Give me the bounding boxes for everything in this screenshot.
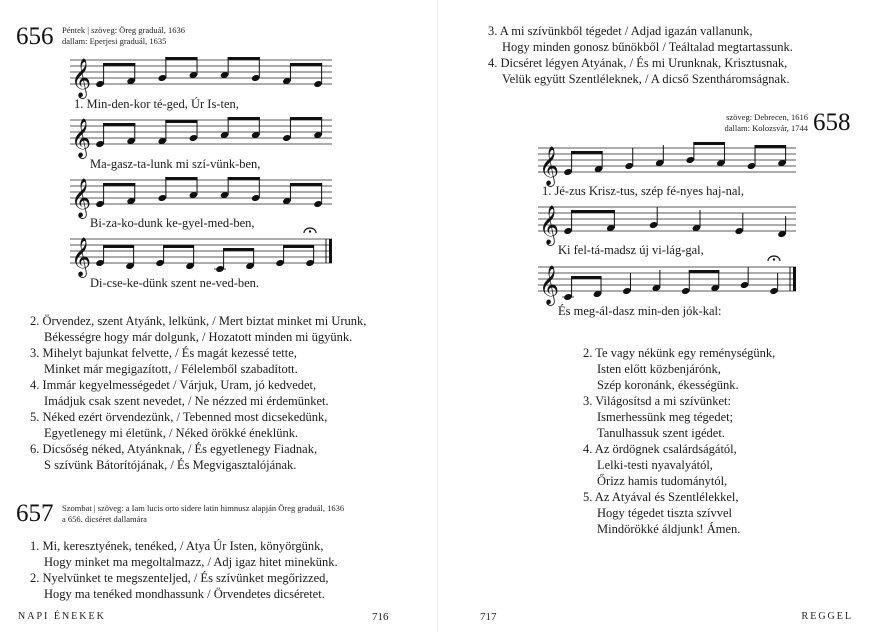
beam (103, 245, 134, 248)
beam (571, 151, 603, 154)
beam (103, 183, 135, 186)
staff-svg (70, 106, 332, 158)
beam (290, 117, 322, 120)
beam (103, 123, 135, 126)
hymn-657-verses-continued (488, 23, 793, 87)
hymn-657-verses (30, 538, 338, 602)
hymn-658-verses (583, 345, 775, 537)
staff-svg (538, 193, 796, 245)
final-barline (329, 239, 332, 263)
verse-line: Imádjuk csak szent nevedet, / Ne nézzed mi érdemünket. (44, 394, 329, 408)
beam (693, 142, 725, 145)
verse-line: Mindörökké áldjunk! Ámen. (597, 522, 741, 536)
beam (290, 63, 322, 66)
verse-line: Hogy ma tenéked mondhassunk / Örvendetes dicséretet. (44, 587, 325, 601)
final-barline (793, 267, 796, 291)
beam (290, 183, 322, 186)
verse-line: 3. A mi szívünkből tégedet / Adjad igazán vallanunk, (488, 24, 753, 38)
verse-line: Egyetlenegy mi életünk, / Néked örökké éneklünk. (44, 426, 299, 440)
staff-svg (70, 225, 332, 277)
treble-clef-icon: 𝄞 (71, 118, 92, 158)
beam (228, 177, 260, 180)
beam (163, 245, 194, 248)
treble-clef-icon: 𝄞 (71, 58, 92, 98)
staff-svg (70, 166, 332, 218)
treble-clef-icon: 𝄞 (539, 265, 560, 305)
hymn-658-text-source: szöveg: Debrecen, 1616 (726, 112, 808, 122)
page-number-right: 717 (480, 611, 497, 623)
verse-line: 6. Dicsőség néked, Atyánknak, / És egyetlenegy Fiadnak, (30, 442, 318, 456)
verse-line: 4. Dicséret légyen Atyának, / És mi Urunknak, Krisztusnak, (488, 56, 788, 70)
treble-clef-icon: 𝄞 (71, 237, 92, 277)
hymn-658-lyric-line-2: Ki fel-tá-madsz új vi-lág-gal, (558, 243, 704, 257)
verse-line: Lelki-testi nyavalyától, (597, 458, 713, 472)
beam (689, 270, 719, 273)
hymn-656-melody-source: dallam: Eperjesi graduál, 1635 (62, 36, 167, 46)
verse-line: Hogy minden gonosz bűnökből / Teáltalad megtartassunk. (502, 40, 793, 54)
verse-line: 2. Nyelvünket te megszenteljed, / És szívünket megőrizzed, (30, 571, 329, 585)
verse-line: 1. Mi, keresztyének, tenéked, / Atya Úr Isten, könyörgünk, (30, 539, 324, 553)
beam (223, 248, 254, 251)
beam (165, 177, 197, 180)
hymn-656-verses (30, 313, 366, 473)
verse-line: S szívünk Bátorítójának, / És Megvigasztalójának. (44, 458, 297, 472)
treble-clef-icon: 𝄞 (539, 205, 560, 245)
verse-line: Szép koronánk, ékességünk. (597, 378, 739, 392)
hymn-657-melody-source: a 656. dicséret dallamára (62, 514, 147, 524)
treble-clef-icon: 𝄞 (539, 146, 560, 186)
beam (283, 245, 314, 248)
hymn-number-656: 656 (16, 23, 54, 50)
verse-line: Isten előtt közbenjárónk, (597, 362, 721, 376)
staff-svg (538, 253, 796, 305)
verse-line: Ismerhessünk meg tégedet; (597, 410, 734, 424)
beam (571, 276, 601, 279)
verse-line: 2. Örvendez, szent Atyánk, lelkünk, / Mert biztat minket mi Urunk, (30, 314, 367, 328)
verse-line: Tanulhassuk szent igédet. (597, 426, 725, 440)
verse-line: 3. Mihelyt bajunkat felvette, / És magát kezessé tette, (30, 346, 297, 360)
verse-line: Békességre hogy már dolgunk, / Hozatott minden mi ügyünk. (44, 330, 353, 344)
page-number-left: 716 (372, 611, 389, 623)
beam (165, 57, 197, 60)
verse-line: 3. Világosítsd a mi szívünket: (583, 394, 731, 408)
beam (103, 63, 135, 66)
beam (165, 120, 197, 123)
beam (228, 117, 260, 120)
hymn-658-lyric-line-1: 1. Jé-zus Krisz-tus, szép fé-nyes haj-nal, (542, 184, 745, 198)
running-footer-right: REGGEL (801, 611, 853, 622)
right-page (438, 0, 875, 632)
beam (228, 57, 260, 60)
running-footer-left: NAPI ÉNEKEK (18, 611, 106, 622)
hymn-656-lyric-line-1: 1. Min-den-kor té-ged, Úr Is-ten, (74, 97, 239, 111)
hymn-number-658: 658 (813, 109, 851, 136)
fermata-dot (309, 230, 311, 232)
verse-line: Minket már megigazított, / Félelemből szabadított. (44, 362, 298, 376)
hymn-656-text-source: Péntek | szöveg: Öreg graduál, 1636 (62, 25, 186, 35)
verse-line: 2. Te vagy nékünk egy reménységünk, (583, 346, 776, 360)
hymn-656-lyric-line-2: Ma-gasz-ta-lunk mi szí-vünk-ben, (90, 157, 261, 171)
verse-line: Őrizz hamis tudománytól, (597, 474, 728, 488)
beam (755, 145, 787, 148)
hymn-658-lyric-line-3: És meg-ál-dasz min-den jók-kal: (558, 304, 722, 318)
hymn-657-text-source: Szombat | szöveg: a Iam lucis orto sidere latin himnusz alapján Öreg graduál, 1636 (62, 503, 345, 513)
treble-clef-icon: 𝄞 (71, 178, 92, 218)
hymn-656-lyric-line-3: Bi-za-ko-dunk ke-gyel-med-ben, (90, 216, 255, 230)
beam (571, 210, 615, 213)
verse-line: 5. Néked ezért örvendezünk, / Tebenned most dicsekedünk, (30, 410, 328, 424)
hymn-656-lyric-line-4: Di-cse-ke-dünk szent ne-ved-ben. (90, 276, 260, 290)
verse-line: Hogy minket ma megoltalmazz, / Adj igaz hitet minekünk. (44, 555, 338, 569)
verse-line: 4. Immár kegyelmességedet / Várjuk, Uram, jó kedvedet, (30, 378, 317, 392)
verse-line: Velük együtt Szentléleknek, / A dicső Szentháromságnak. (502, 72, 790, 86)
staff-svg (538, 134, 796, 186)
hymn-number-657: 657 (16, 500, 54, 527)
staff-svg (70, 46, 332, 98)
verse-line: Hogy tégedet tiszta szívvel (597, 506, 733, 520)
verse-line: 4. Az ördögnek csalárdságától, (583, 442, 737, 456)
left-page (0, 0, 437, 632)
verse-line: 5. Az Atyával és Szentlélekkel, (583, 490, 739, 504)
hymn-658-melody-source: dallam: Kolozsvár, 1744 (724, 123, 808, 133)
fermata-dot (773, 258, 775, 260)
